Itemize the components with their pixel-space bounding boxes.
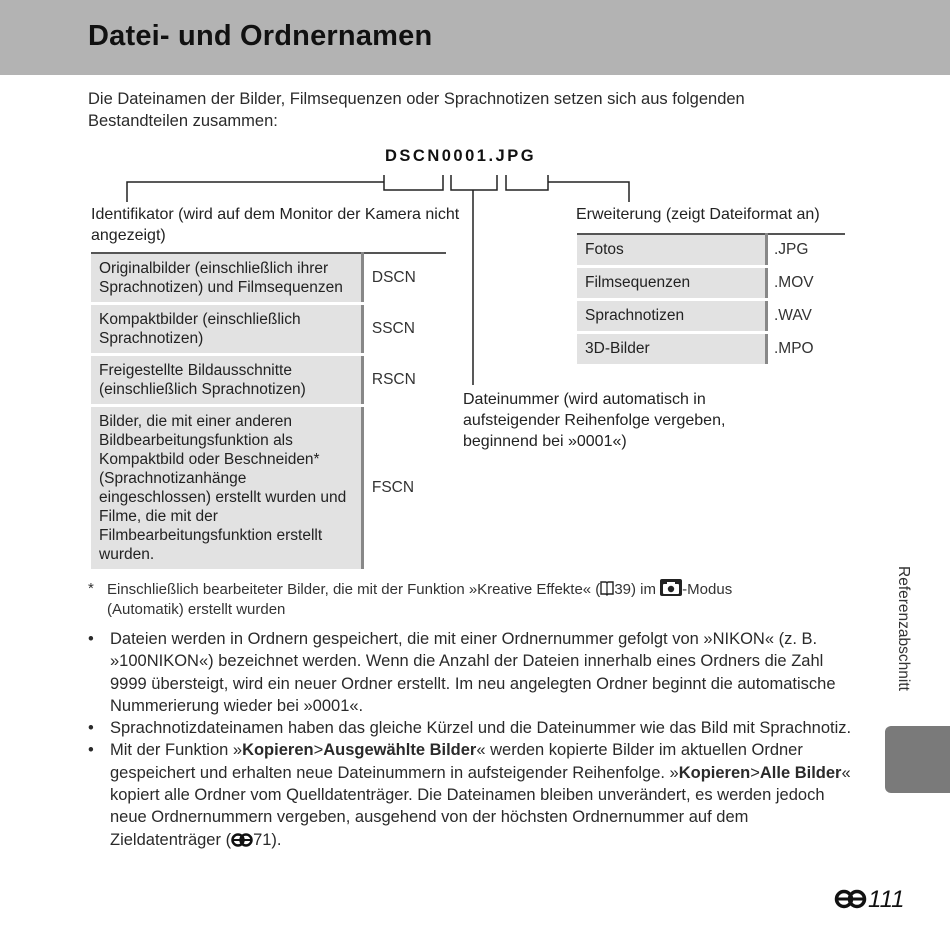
bullet-dot: • xyxy=(88,741,94,760)
identifier-name: Originalbilder (einschließlich ihrer Sprachnotizen) und Filmsequenzen xyxy=(91,253,362,304)
identifier-code: FSCN xyxy=(362,406,446,571)
identifier-table xyxy=(91,252,446,572)
bullet-dot: • xyxy=(88,719,94,738)
menu-term: Alle Bilder xyxy=(759,763,842,782)
extension-code: .MPO xyxy=(767,333,846,366)
identifier-name: Bilder, die mit einer anderen Bildbearbeitungsfunktion als Kompaktbild oder Beschneiden* (Sprachnotizanhänge eingeschlossen) erstellt wurden und Filme, die mit der Filmbearbeitungsfunktion erstellt wurden. xyxy=(91,406,362,571)
bullet-list xyxy=(88,628,863,851)
menu-term: Kopieren xyxy=(678,763,751,782)
text-run: « kopiert alle Ordner vom Quelldatenträger. Die Dateinamen bleiben unverändert, es werden jedoch neue Ordnernummern vergeben, ausgehend von der höchsten Ordnernummer auf dem Zieldatenträger ( xyxy=(110,763,851,849)
text-run: > xyxy=(313,741,324,760)
identifier-label: Identifikator (wird auf dem Monitor der Kamera nicht angezeigt) xyxy=(91,206,460,244)
footnote-mark: * xyxy=(88,580,94,597)
identifier-code: RSCN xyxy=(362,355,446,406)
footnote-part: -Modus (Automatik) erstellt wurden xyxy=(107,581,733,618)
page-number xyxy=(834,886,904,914)
text-run: ). xyxy=(271,830,282,849)
book-reference-icon xyxy=(600,580,614,596)
table-row xyxy=(577,333,845,366)
bullet-dot: • xyxy=(88,630,94,648)
e-section-icon xyxy=(834,889,868,909)
list-item-text xyxy=(110,741,851,848)
extension-name: Fotos xyxy=(577,234,767,267)
menu-term: Kopieren xyxy=(242,741,314,760)
footnote-ref[interactable]: 39 xyxy=(614,581,631,598)
page-number-value: 111 xyxy=(868,886,905,913)
list-item xyxy=(88,628,863,717)
table-row xyxy=(91,406,446,571)
extension-table xyxy=(577,233,845,367)
camera-mode-icon xyxy=(660,579,682,596)
section-label xyxy=(882,566,922,716)
menu-term: Ausgewählte Bilder xyxy=(323,741,477,760)
page-title: Datei- und Ordnernamen xyxy=(88,20,433,52)
identifier-code: SSCN xyxy=(362,304,446,355)
identifier-name: Kompaktbilder (einschließlich Sprachnotizen) xyxy=(91,304,362,355)
extension-name: Filmsequenzen xyxy=(577,267,767,300)
section-label-text: Referenzabschnitt xyxy=(895,566,912,691)
extension-code: .WAV xyxy=(767,300,846,333)
identifier-name: Freigestellte Bildausschnitte (einschließlich Sprachnotizen) xyxy=(91,355,362,406)
extension-name: 3D-Bilder xyxy=(577,333,767,366)
table-row xyxy=(91,355,446,406)
file-number-label: Dateinummer (wird automatisch in aufsteigender Reihenfolge vergeben, beginnend bei »0001«) xyxy=(463,391,726,450)
e-section-icon xyxy=(231,833,253,847)
extension-label: Erweiterung (zeigt Dateiformat an) xyxy=(576,206,820,223)
table-row xyxy=(577,267,845,300)
footnote xyxy=(88,579,808,620)
page-ref[interactable]: 71 xyxy=(253,830,272,849)
text-run: « werden kopierte Bilder im aktuellen Ordner gespeichert und erhalten neue Dateinummern in aufsteigender Reihenfolge. » xyxy=(110,741,803,782)
example-filename: DSCN0001.JPG xyxy=(385,147,537,165)
footnote-part: ) im xyxy=(631,581,661,598)
section-tab[interactable] xyxy=(885,726,950,793)
extension-code: .MOV xyxy=(767,267,846,300)
list-item-text: Sprachnotizdateinamen haben das gleiche Kürzel und die Dateinummer wie das Bild mit Sprachnotiz. xyxy=(110,719,852,738)
list-item xyxy=(88,739,863,850)
table-row xyxy=(91,253,446,304)
list-item xyxy=(88,717,863,739)
identifier-code: DSCN xyxy=(362,253,446,304)
footnote-part: Einschließlich bearbeiteter Bilder, die mit der Funktion »Kreative Effekte« ( xyxy=(107,581,601,598)
intro-text: Die Dateinamen der Bilder, Filmsequenzen oder Sprachnotizen setzen sich aus folgenden Bestandteilen zusammen: xyxy=(88,90,745,130)
text-run: > xyxy=(750,763,760,782)
table-row xyxy=(577,234,845,267)
text-run: Mit der Funktion » xyxy=(110,741,243,760)
extension-name: Sprachnotizen xyxy=(577,300,767,333)
list-item-text: Dateien werden in Ordnern gespeichert, die mit einer Ordnernummer gefolgt von »NIKON« (z. B. »100NIKON«) bezeichnet werden. Wenn die Anzahl der Dateien innerhalb eines Ordners die Zahl 9999 übersteigt, wird ein neuer Ordner erstellt. Im neu angelegten Ordner beginnt die automatische Nummerierung wieder bei »0001«. xyxy=(110,630,836,715)
table-row xyxy=(577,300,845,333)
table-row xyxy=(91,304,446,355)
footnote-text xyxy=(107,579,808,620)
extension-code: .JPG xyxy=(767,234,846,267)
